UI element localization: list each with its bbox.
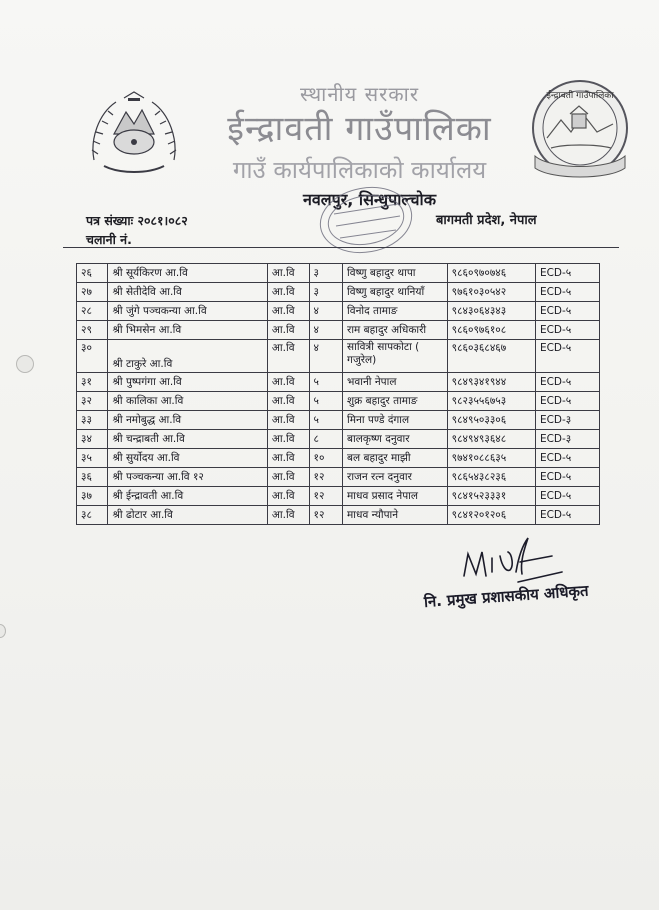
ward-cell: १० xyxy=(309,449,343,468)
ward-cell: ५ xyxy=(309,411,343,430)
serial-cell: २८ xyxy=(77,302,108,321)
serial-cell: ३५ xyxy=(77,449,108,468)
phone-cell: ९८४१५२३३३१ xyxy=(447,487,535,506)
school-name-cell: श्री सुर्योदय आ.वि xyxy=(108,449,267,468)
contact-person-cell: माधव प्रसाद नेपाल xyxy=(343,487,448,506)
phone-cell: ९८४१२०१२०६ xyxy=(447,506,535,525)
phone-cell: ९८६५४३८२३६ xyxy=(447,468,535,487)
ward-cell: ४ xyxy=(309,321,343,340)
school-type-cell: आ.वि xyxy=(267,302,309,321)
ward-cell: ३ xyxy=(309,264,343,283)
serial-cell: ३७ xyxy=(77,487,108,506)
contact-person-cell: राजन रत्न दनुवार xyxy=(343,468,448,487)
ward-cell: ४ xyxy=(309,340,343,373)
school-name-cell: श्री नमोबुद्ध आ.वि xyxy=(108,411,267,430)
phone-cell: ९८४९४९३६४८ xyxy=(447,430,535,449)
ecd-cell: ECD-५ xyxy=(535,340,599,373)
school-name-cell: श्री पुष्पगंगा आ.वि xyxy=(108,373,267,392)
school-type-cell: आ.वि xyxy=(267,506,309,525)
ecd-cell: ECD-३ xyxy=(535,411,599,430)
table-row xyxy=(77,392,600,411)
school-name-cell: श्री जुंगे पञ्चकन्या आ.वि xyxy=(108,302,267,321)
contact-person-cell: बालकृष्ण दनुवार xyxy=(343,430,448,449)
phone-cell: ९७६१०३०५४२ xyxy=(447,283,535,302)
serial-cell: ३३ xyxy=(77,411,108,430)
phone-cell: ९८४९३४१९४४ xyxy=(447,373,535,392)
contact-person-cell: मिना पण्डे दंगाल xyxy=(343,411,448,430)
punch-hole-icon xyxy=(16,355,34,373)
serial-cell: ३८ xyxy=(77,506,108,525)
school-name-cell: श्री टाकुरे आ.वि xyxy=(108,340,267,373)
table-row xyxy=(77,506,600,525)
school-type-cell: आ.वि xyxy=(267,373,309,392)
ward-cell: ३ xyxy=(309,283,343,302)
table-row xyxy=(77,373,600,392)
ecd-cell: ECD-५ xyxy=(535,506,599,525)
school-name-cell: श्री ढोटार आ.वि xyxy=(108,506,267,525)
table-row xyxy=(77,321,600,340)
phone-cell: ९८४३०६४३४३ xyxy=(447,302,535,321)
table-body xyxy=(77,264,600,525)
serial-cell: ३० xyxy=(77,340,108,373)
serial-cell: २७ xyxy=(77,283,108,302)
ecd-cell: ECD-५ xyxy=(535,302,599,321)
ward-cell: ५ xyxy=(309,373,343,392)
ecd-cell: ECD-५ xyxy=(535,264,599,283)
logo-lettering: ईन्द्रावती गाउँपालिका xyxy=(546,91,614,101)
contact-person-cell: भवानी नेपाल xyxy=(343,373,448,392)
school-type-cell: आ.वि xyxy=(267,468,309,487)
ward-cell: ५ xyxy=(309,392,343,411)
punch-hole-icon xyxy=(0,624,6,638)
contact-person-cell: सावित्री सापकोटा ( गजुरेल) xyxy=(343,340,448,373)
school-type-cell: आ.वि xyxy=(267,411,309,430)
ecd-cell: ECD-५ xyxy=(535,321,599,340)
header-divider xyxy=(63,247,619,248)
ecd-cell: ECD-३ xyxy=(535,430,599,449)
province-label: बागमती प्रदेश, नेपाल xyxy=(436,213,537,228)
contact-person-cell: बल बहादुर माझी xyxy=(343,449,448,468)
local-government-title: स्थानीय सरकार xyxy=(300,82,419,106)
phone-cell: ९८६०९७६१०८ xyxy=(447,321,535,340)
ward-cell: १२ xyxy=(309,506,343,525)
ward-cell: १२ xyxy=(309,468,343,487)
table-row xyxy=(77,468,600,487)
school-name-cell: श्री भिमसेन आ.वि xyxy=(108,321,267,340)
school-name-cell: श्री पञ्चकन्या आ.वि १२ xyxy=(108,468,267,487)
school-type-cell: आ.वि xyxy=(267,449,309,468)
ecd-cell: ECD-५ xyxy=(535,449,599,468)
school-name-cell: श्री सेतीदेवि आ.वि xyxy=(108,283,267,302)
school-type-cell: आ.वि xyxy=(267,283,309,302)
school-type-cell: आ.वि xyxy=(267,321,309,340)
table-row xyxy=(77,411,600,430)
ecd-cell: ECD-५ xyxy=(535,283,599,302)
contact-person-cell: शुक्र बहादुर तामाङ xyxy=(343,392,448,411)
school-ecd-table xyxy=(76,263,600,525)
ecd-cell: ECD-५ xyxy=(535,468,599,487)
phone-cell: ९८६०९७०७४६ xyxy=(447,264,535,283)
school-type-cell: आ.वि xyxy=(267,264,309,283)
table-row xyxy=(77,430,600,449)
phone-cell: ९८४९५०३३०६ xyxy=(447,411,535,430)
contact-person-cell: राम बहादुर अधिकारी xyxy=(343,321,448,340)
school-type-cell: आ.वि xyxy=(267,392,309,411)
school-name-cell: श्री ईन्द्रावती आ.वि xyxy=(108,487,267,506)
signatory-title: नि. प्रमुख प्रशासकीय अधिकृत xyxy=(423,581,590,611)
school-name-cell: श्री सूर्यकिरण आ.वि xyxy=(108,264,267,283)
serial-cell: ३४ xyxy=(77,430,108,449)
contact-person-cell: माधव न्यौपाने xyxy=(343,506,448,525)
school-type-cell: आ.वि xyxy=(267,487,309,506)
phone-cell: ९७४१०८८६३५ xyxy=(447,449,535,468)
table-row xyxy=(77,302,600,321)
contact-person-cell: विष्णु बहादुर थानियाँ xyxy=(343,283,448,302)
phone-cell: ९८६०३६८४६७ xyxy=(447,340,535,373)
serial-cell: २६ xyxy=(77,264,108,283)
table-row xyxy=(77,340,600,373)
contact-person-cell: विनोद तामाङ xyxy=(343,302,448,321)
table-row xyxy=(77,283,600,302)
table-row xyxy=(77,487,600,506)
reference-number: पत्र संख्याः २०८१।०८२ xyxy=(86,213,188,228)
office-stamp-icon xyxy=(316,184,416,254)
office-location: नवलपुर, सिन्धुपाल्चोक xyxy=(303,190,436,209)
municipality-name: ईन्द्रावती गाउँपालिका xyxy=(227,109,492,149)
ward-cell: १२ xyxy=(309,487,343,506)
phone-cell: ९८२३५५६७५३ xyxy=(447,392,535,411)
school-type-cell: आ.वि xyxy=(267,340,309,373)
contact-person-cell: विष्णु बहादुर थापा xyxy=(343,264,448,283)
ecd-cell: ECD-५ xyxy=(535,392,599,411)
serial-cell: ३१ xyxy=(77,373,108,392)
ward-cell: ४ xyxy=(309,302,343,321)
ward-cell: ८ xyxy=(309,430,343,449)
dispatch-number: चलानी नं. xyxy=(86,232,132,247)
ecd-cell: ECD-५ xyxy=(535,373,599,392)
serial-cell: ३६ xyxy=(77,468,108,487)
school-name-cell: श्री चन्द्राबती आ.वि xyxy=(108,430,267,449)
table-row xyxy=(77,264,600,283)
serial-cell: २९ xyxy=(77,321,108,340)
school-type-cell: आ.वि xyxy=(267,430,309,449)
table-row xyxy=(77,449,600,468)
office-name: गाउँ कार्यपालिकाको कार्यालय xyxy=(232,156,487,184)
ecd-cell: ECD-५ xyxy=(535,487,599,506)
school-name-cell: श्री कालिका आ.वि xyxy=(108,392,267,411)
serial-cell: ३२ xyxy=(77,392,108,411)
